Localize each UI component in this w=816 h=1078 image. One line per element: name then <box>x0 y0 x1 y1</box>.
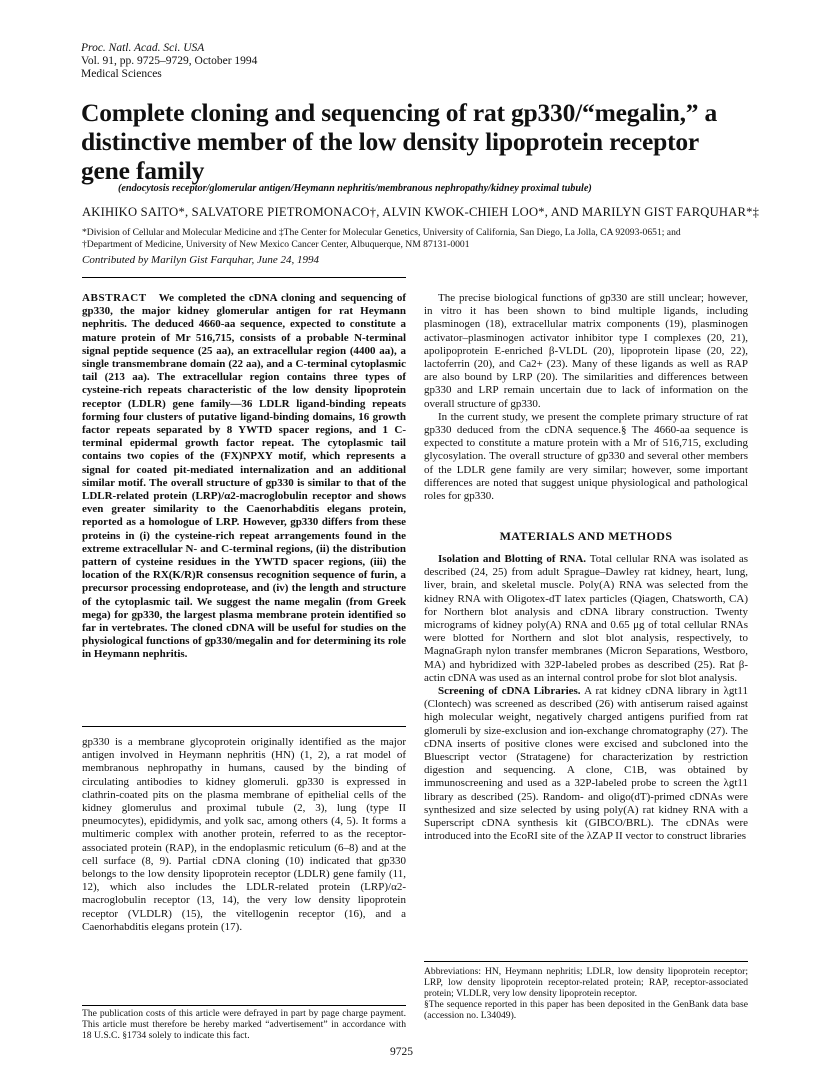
subsection-heading: Isolation and Blotting of RNA. <box>438 553 587 565</box>
divider <box>424 961 748 962</box>
affiliation-line-1: *Division of Cellular and Molecular Medicine and ‡The Center for Molecular Genetics, University of California, San Diego, La Jolla, CA 92093-0651; and <box>82 227 681 238</box>
section-heading: MATERIALS AND METHODS <box>499 529 673 543</box>
keywords: (endocytosis receptor/glomerular antigen/Heymann nephritis/membranous nephropathy/kidney proximal tubule) <box>118 183 592 194</box>
authors: AKIHIKO SAITO*, SALVATORE PIETROMONACO†, ALVIN KWOK-CHIEH LOO*, AND MARILYN GIST FARQUHAR*‡ <box>82 205 760 219</box>
journal-header <box>81 42 257 81</box>
divider <box>82 277 406 278</box>
abbreviations: Abbreviations: HN, Heymann nephritis; LDLR, low density lipoprotein receptor; LRP, low density lipoprotein receptor-related protein; RAP, receptor-associated protein; VLDLR, very low density lipoprotein receptor. <box>424 966 748 999</box>
introduction-continued <box>424 292 748 503</box>
paragraph-text: A rat kidney cDNA library in λgt11 (Clontech) was screened as described (26) with antiserum raised against high molecular weight, negatively charged antigens purified from rat glomeruli by size-exclusion and ion-exchange chromatography (27). The cDNA inserts of positive clones were excised and subcloned into the Bluescript vector (Stratagene) for characterization by restriction digestion and sequencing. A clone, C1B, was obtained by immunoscreening and used as a 32P-labeled probe to screen the λgt11 library as described (25). Random- and oligo(dT)-primed cDNAs were synthesized and size selected by using poly(A) rat kidney RNA with a Superscript cDNA synthesis kit (GIBCO/BRL). The cDNAs were introduced into the EcoRI site of the λZAP II vector to construct libraries <box>424 685 748 843</box>
article-title: Complete cloning and sequencing of rat gp330/“megalin,” a distinctive member of the low density lipoprotein receptor gene family <box>81 98 718 185</box>
paragraph-text: Total cellular RNA was isolated as described (24, 25) from adult Sprague–Dawley rat kidney, heart, lung, liver, brain, and skeletal muscle. Poly(A) RNA was selected from the kidney RNA with Oligotex-dT latex particles (Qiagen, Chatsworth, CA) for Northern blot analysis and cDNA library construction. Twenty micrograms of kidney poly(A) RNA and 0.65 μg of total cellular RNAs were blotted for Northern and slot blot analysis, respectively, to MagnaGraph nylon transfer membranes (Micron Separations, Westboro, MA) and hybridized with 32P-labeled probes as described (25). Rat β-actin cDNA was used as an internal control probe for slot blot analysis. <box>424 553 748 684</box>
methods-text <box>424 553 748 843</box>
affiliation-line-2: †Department of Medicine, University of New Mexico Cancer Center, Albuquerque, NM 87131-0001 <box>82 238 470 250</box>
journal-name: Proc. Natl. Acad. Sci. USA <box>81 42 205 54</box>
paragraph <box>424 685 748 843</box>
divider <box>82 726 406 727</box>
paragraph: In the current study, we present the complete primary structure of rat gp330 deduced from the cDNA sequence.§ The 4660-aa sequence is expected to constitute a mature protein with a Mr of 516,715, excluding glycosylation. The overall structure of gp330 and several other members of the LDLR gene family are very similar; however, some important differences are noted that suggest unique physiological and pathological roles for gp330. <box>424 410 748 503</box>
page-number: 9725 <box>390 1046 413 1058</box>
abstract-text: We completed the cDNA cloning and sequencing of gp330, the major kidney glomerular antigen for rat Heymann nephritis. The deduced 4660-aa sequence, expected to constitute a mature protein of Mr 516,715, consists of a probable N-terminal signal peptide sequence (25 aa), an extracellular region (4400 aa), a single transmembrane domain (22 aa), and a C-terminal cytoplasmic tail (213 aa). The extracellular region contains three types of cysteine-rich repeats characteristic of the low density lipoprotein receptor (LDLR) gene family—36 LDLR ligand-binding repeats forming four clusters of putative ligand-binding domains, 16 growth factor repeats separated by 8 YWTD spacer regions, and 1 C-terminal epidermal growth factor repeat. The cytoplasmic tail contains two copies of the (FX)NPXY motif, which represents a signal for coated pit-mediated internalization and an additional similar motif. The overall structure of gp330 is similar to that of the LDLR-related protein (LRP)/α2-macroglobulin receptor and shows even greater similarity to the Caenorhabditis elegans protein, reported as a homologue of LRP. However, gp330 differs from these proteins in (i) the cysteine-rich repeat arrangements found in the extreme extracellular N- and C-terminal regions, (ii) the distribution pattern of cysteine residues in the YWTD spacer regions, (iii) the location of the RX(K/R)R consensus recognition sequence of furin, a precursor processing endoprotease, and (iv) the length and structure of the cytoplasmic tail. We suggest the name megalin (from Greek mega) for gp330, the largest plasma membrane protein identified so far in vertebrates. The cloned cDNA will be useful for studies on the physiological functions of gp330/megalin and for determining its role in Heymann nephritis. <box>82 292 406 661</box>
journal-section: Medical Sciences <box>81 68 162 80</box>
abstract-heading: ABSTRACT <box>82 292 147 304</box>
affiliations <box>82 227 782 250</box>
paragraph <box>424 553 748 685</box>
divider <box>82 1005 406 1006</box>
abstract <box>82 292 406 662</box>
journal-volume: Vol. 91, pp. 9725–9729, October 1994 <box>81 55 258 67</box>
contributed-by: Contributed by Marilyn Gist Farquhar, June 24, 1994 <box>82 254 319 266</box>
publication-footnote: The publication costs of this article were defrayed in part by page charge payment. This article must therefore be hereby marked “advertisement” in accordance with 18 U.S.C. §1734 solely to indicate this fact. <box>82 1008 406 1041</box>
paragraph: The precise biological functions of gp330 are still unclear; however, in vitro it has been shown to bind multiple ligands, including plasminogen (18), extracellular matrix components (19), plasminogen activator–plasminogen activator inhibitor type I complexes (20, 21), apolipoprotein E-enriched β-VLDL (20), lipoprotein lipase (20, 22), lactoferrin (20), and Ca2+ (23). Many of these ligands as well as RAP are also bound by LRP (20). The similarities and differences between gp330 and LRP remain uncertain due to lack of information on the overall structure of gp330. <box>424 292 748 410</box>
introduction-text: gp330 is a membrane glycoprotein originally identified as the major antigen involved in Heymann nephritis (HN) (1, 2), a rat model of membranous nephropathy in humans, caused by the binding of circulating antibodies to kidney glomeruli. gp330 is expressed in clathrin-coated pits on the plasma membrane of epithelial cells of the kidney glomerulus and proximal tubule (2, 3), lung (type II pneumocytes), epididymis, and yolk sac, among others (4, 5). It forms a multimeric complex with another protein, referred to as the receptor-associated protein (RAP), in the endoplasmic reticulum (6–8) and at the cell surface (8, 9). Partial cDNA cloning (10) indicated that gp330 belongs to the low density lipoprotein receptor (LDLR) gene family (11, 12), which also includes the LDLR-related protein (LRP)/α2-macroglobulin receptor (13, 14), the very low density lipoprotein receptor (VLDLR) (15), the vitellogenin receptor (16), and a Caenorhabditis elegans protein (17). <box>82 736 406 933</box>
subsection-heading: Screening of cDNA Libraries. <box>438 685 581 698</box>
sequence-note: §The sequence reported in this paper has been deposited in the GenBank data base (accession no. L34049). <box>424 999 748 1021</box>
footnotes <box>424 966 748 1021</box>
